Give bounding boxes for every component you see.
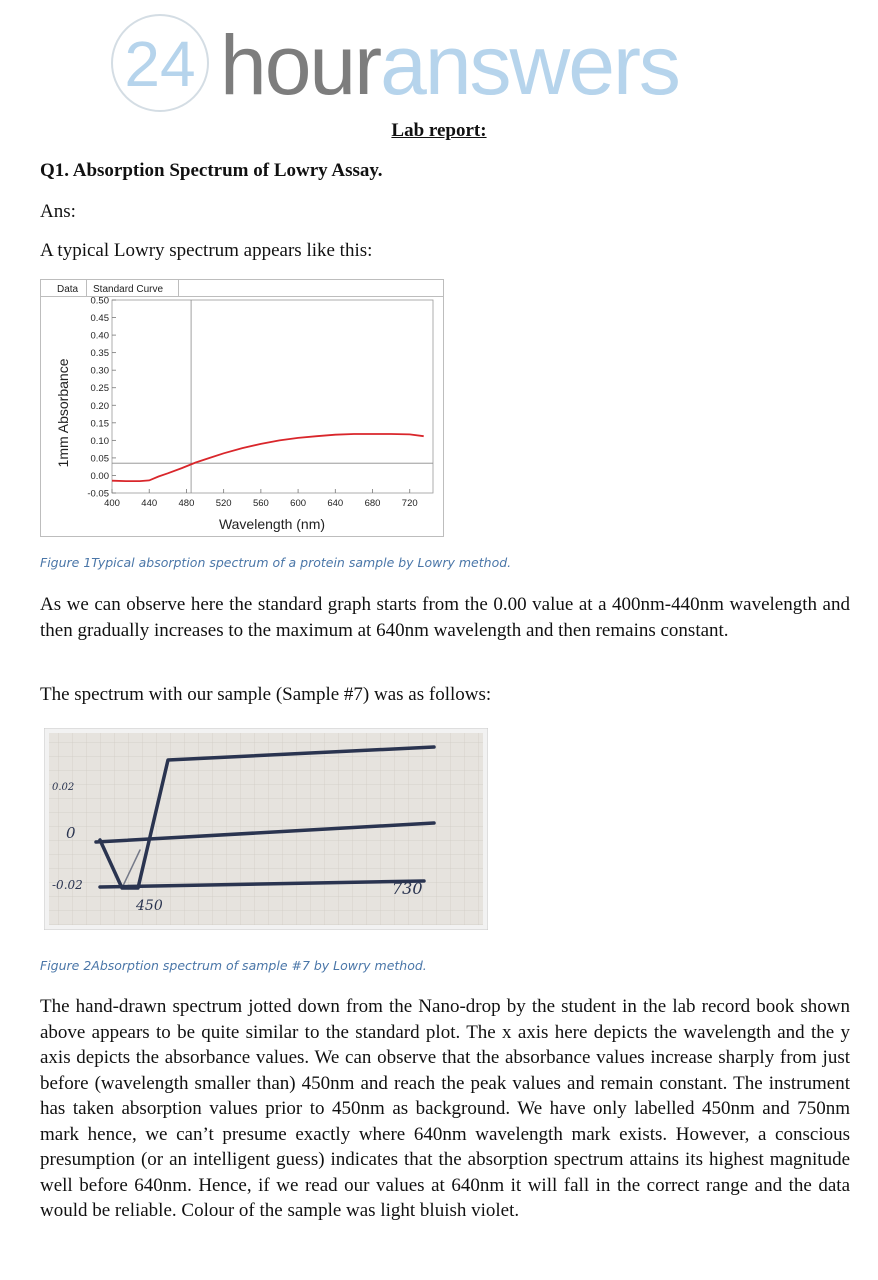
figure1-caption: Figure 1Typical absorption spectrum of a protein sample by Lowry method. bbox=[40, 555, 512, 570]
y-tick-label: -0.05 bbox=[87, 488, 109, 500]
logo-word-hour: hour bbox=[220, 18, 381, 112]
x-tick-label: 640 bbox=[327, 498, 344, 509]
x-tick-label: 600 bbox=[290, 498, 307, 509]
question-title: Q1. Absorption Spectrum of Lowry Assay. bbox=[40, 160, 383, 181]
tab-standard-curve: Standard Curve bbox=[93, 284, 164, 295]
x-tick-label: 720 bbox=[401, 498, 418, 509]
hand-drawn-spectrum-photo bbox=[44, 728, 488, 930]
x-tick-label: 680 bbox=[364, 498, 381, 509]
label-0-02: 0.02 bbox=[52, 782, 75, 793]
x-tick-label: 520 bbox=[215, 498, 232, 509]
site-logo bbox=[106, 8, 746, 118]
label-zero: 0 bbox=[66, 824, 76, 842]
x-tick-label: 440 bbox=[141, 498, 158, 509]
paragraph-1: As we can observe here the standard graph starts from the 0.00 value at a 400nm-440nm wavelength and then gradually increases to the maximum at 640nm wavelength and then remains constant. bbox=[40, 594, 850, 641]
report-heading: Lab report: bbox=[391, 120, 487, 141]
y-tick-label: 0.00 bbox=[90, 470, 109, 482]
standard-curve-chart bbox=[40, 279, 444, 537]
y-tick-label: 0.45 bbox=[90, 313, 109, 325]
y-tick-label: 0.40 bbox=[90, 330, 109, 342]
logo-number: 24 bbox=[124, 28, 196, 100]
intro-text: A typical Lowry spectrum appears like this: bbox=[40, 240, 373, 261]
y-tick-label: 0.30 bbox=[90, 365, 109, 377]
label-neg-0-02: -0.02 bbox=[52, 878, 83, 892]
y-tick-label: 0.15 bbox=[90, 418, 109, 430]
y-tick-label: 0.20 bbox=[90, 400, 109, 412]
tab-data: Data bbox=[57, 284, 79, 295]
paragraph-3: The hand-drawn spectrum jotted down from the Nano-drop by the student in the lab record book shown above appears to be quite similar to the standard plot. The x axis here depicts the wavelength and the y axis depicts the absorbance values. We can observe that the absorbance values increase sharply from just before (wavelength smaller than) 450nm and reach the peak values and remain constant. The instrument has taken absorption values prior to 450nm as background. We have only labelled 450nm and 750nm mark hence, we can’t presume exactly where 640nm wavelength mark exists. However, a conscious presumption (or an intelligent guess) indicates that the absorption spectrum attains its highest magnitude well before 640nm. Hence, if we read our values at 640nm it will fall in the correct range and the data would be reliable. Colour of the sample was light bluish violet. bbox=[40, 996, 850, 1221]
x-axis-label: Wavelength (nm) bbox=[218, 516, 326, 532]
x-tick-label: 400 bbox=[104, 498, 120, 509]
logo-word-answers: answers bbox=[380, 18, 679, 112]
y-tick-label: 0.10 bbox=[90, 435, 109, 447]
label-730: 730 bbox=[392, 879, 423, 898]
y-tick-label: 0.05 bbox=[90, 453, 109, 465]
y-tick-label: 0.35 bbox=[90, 348, 109, 360]
svg-text:houranswers bbox=[220, 18, 679, 112]
answer-label: Ans: bbox=[40, 201, 76, 222]
x-tick-label: 560 bbox=[252, 498, 269, 509]
paragraph-2: The spectrum with our sample (Sample #7) was as follows: bbox=[40, 684, 492, 705]
label-450: 450 bbox=[136, 898, 163, 914]
figure2-caption: Figure 2Absorption spectrum of sample #7 by Lowry method. bbox=[40, 958, 427, 973]
y-tick-label: 0.25 bbox=[90, 383, 109, 395]
x-tick-label: 480 bbox=[178, 498, 195, 509]
y-axis-label: 1mm Absorbance bbox=[55, 358, 71, 468]
y-tick-label: 0.50 bbox=[90, 295, 109, 307]
